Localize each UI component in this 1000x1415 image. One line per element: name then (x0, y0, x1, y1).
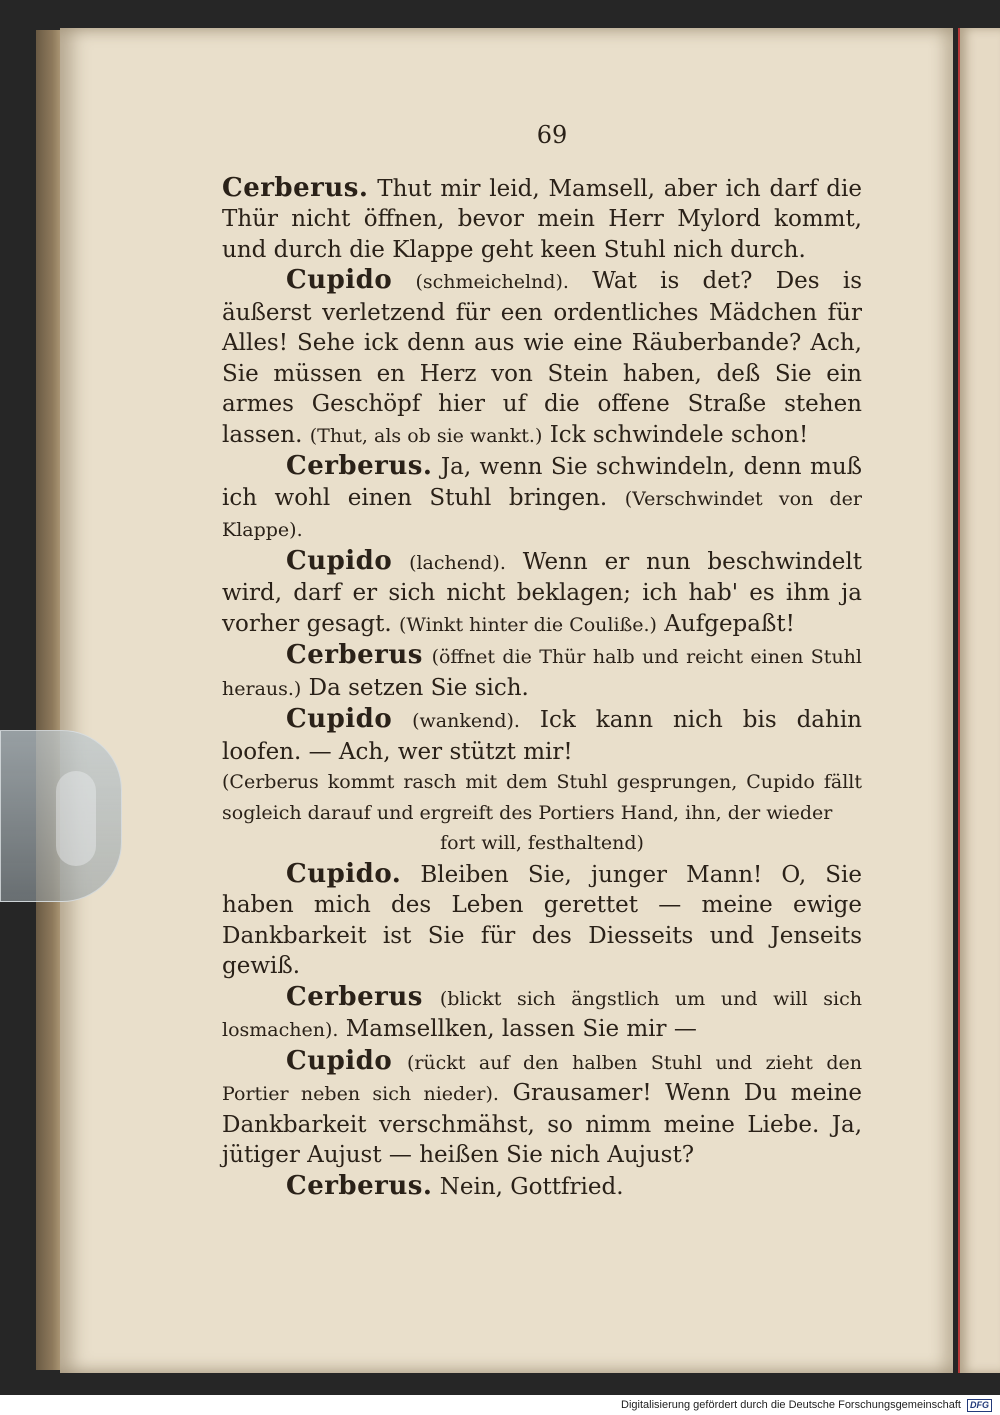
dialogue-text: Aufgepaßt! (664, 610, 795, 637)
stage-direction: (Thut, als ob sie wankt.) (309, 424, 543, 447)
dialogue-text: Thut mir leid, Mamsell, aber ich darf die Thür nicht öffnen, bevor mein Herr Mylord kommt, und durch die Klappe geht keen Stuhl nich durch. (222, 175, 863, 263)
stage-direction: (Verschwindet von der Klappe). (222, 487, 862, 541)
page-number: 69 (536, 121, 568, 149)
stage-direction: (schmeichelnd). (415, 271, 569, 293)
dialogue-text: Wenn er nun beschwindelt wird, darf er sich nicht beklagen; ich hab' es ihm ja vorher gesagt. (222, 548, 863, 637)
red-page-edge (958, 28, 960, 1373)
stage-direction: (rückt auf den halben Stuhl und zieht den Portier neben sich nieder). (222, 1051, 862, 1105)
speaker-name: Cerberus (286, 640, 423, 670)
dialogue-paragraph (222, 704, 862, 767)
facing-page-edge (958, 28, 1000, 1373)
dialogue-paragraph (222, 451, 862, 546)
speaker-name: Cerberus. (286, 1170, 433, 1201)
speaker-name: Cerberus. (286, 451, 433, 481)
stage-direction: (lachend). (409, 551, 506, 574)
speaker-name: Cupido (286, 545, 393, 576)
dfg-logo: DFG (967, 1399, 992, 1412)
stage-direction: (Cerberus kommt rasch mit dem Stuhl gesprungen, Cupido fällt sogleich darauf und ergreift des Portiers Hand, ihn, der wieder (222, 771, 862, 824)
dialogue-paragraph (222, 982, 862, 1046)
speaker-name: Cupido (286, 1045, 393, 1076)
speaker-name: Cupido. (286, 858, 402, 889)
dialogue-text: Ja, wenn Sie schwindeln, denn muß ich wohl einen Stuhl bringen. (222, 454, 863, 511)
page-clip-holder (0, 730, 122, 902)
speaker-name: Cerberus (286, 981, 423, 1012)
stage-direction: (wankend). (412, 710, 520, 732)
footer-credit: Digitalisierung gefördert durch die Deutsche Forschungsgemeinschaft (621, 1399, 961, 1411)
digitization-footer (0, 1395, 1000, 1415)
speaker-name: Cupido (286, 265, 393, 295)
dialogue-text: Ick schwindele schon! (549, 421, 809, 448)
dialogue-paragraph (222, 546, 862, 641)
dialogue-paragraph (222, 173, 862, 266)
dialogue-paragraph (222, 265, 862, 451)
page-content (222, 120, 862, 1202)
stage-direction-end: fort will, festhaltend) (440, 832, 644, 854)
dialogue-text: Wat is det? Des is äußerst verletzend für een ordentliches Mädchen für Alles! Sehe ick denn aus wie eine Räuberbande? Ach, Sie müssen en Herz von Stein haben, deß Sie ein armes Geschöpf hier uf die offene Straße stehen lassen. (222, 268, 863, 448)
stage-direction: (Winkt hinter die Couliße.) (399, 613, 657, 636)
dialogue-paragraph (222, 640, 862, 704)
speaker-name: Cupido (286, 704, 393, 734)
stage-direction-block (222, 767, 862, 828)
dialogue-text: Da setzen Sie sich. (308, 674, 529, 701)
dialogue-paragraph (222, 1171, 862, 1203)
dialogue-paragraph (222, 859, 862, 982)
stage-direction: (blickt sich ängstlich um und will sich losmachen). (222, 987, 863, 1041)
stage-direction: (öffnet die Thür halb und reicht einen Stuhl heraus.) (222, 646, 862, 700)
dialogue-paragraph (222, 1046, 862, 1171)
dialogue-text: Nein, Gottfried. (439, 1173, 624, 1200)
speaker-name: Cerberus. (222, 172, 369, 203)
dialogue-text: Mamsellken, lassen Sie mir — (345, 1016, 697, 1042)
dialogue-text: Grausamer! Wenn Du meine Dankbarkeit verschmähst, so nimm meine Liebe. Ja, jütiger Aujust — heißen Sie nich Aujust? (222, 1080, 862, 1168)
dialogue-text: Ick kann nich bis dahin loofen. — Ach, wer stützt mir! (222, 707, 862, 765)
dialogue-text: Bleiben Sie, junger Mann! O, Sie haben mich des Leben gerettet — meine ewige Dankbarkeit ist Sie für des Diesseits und Jenseits gewiß. (222, 861, 862, 979)
